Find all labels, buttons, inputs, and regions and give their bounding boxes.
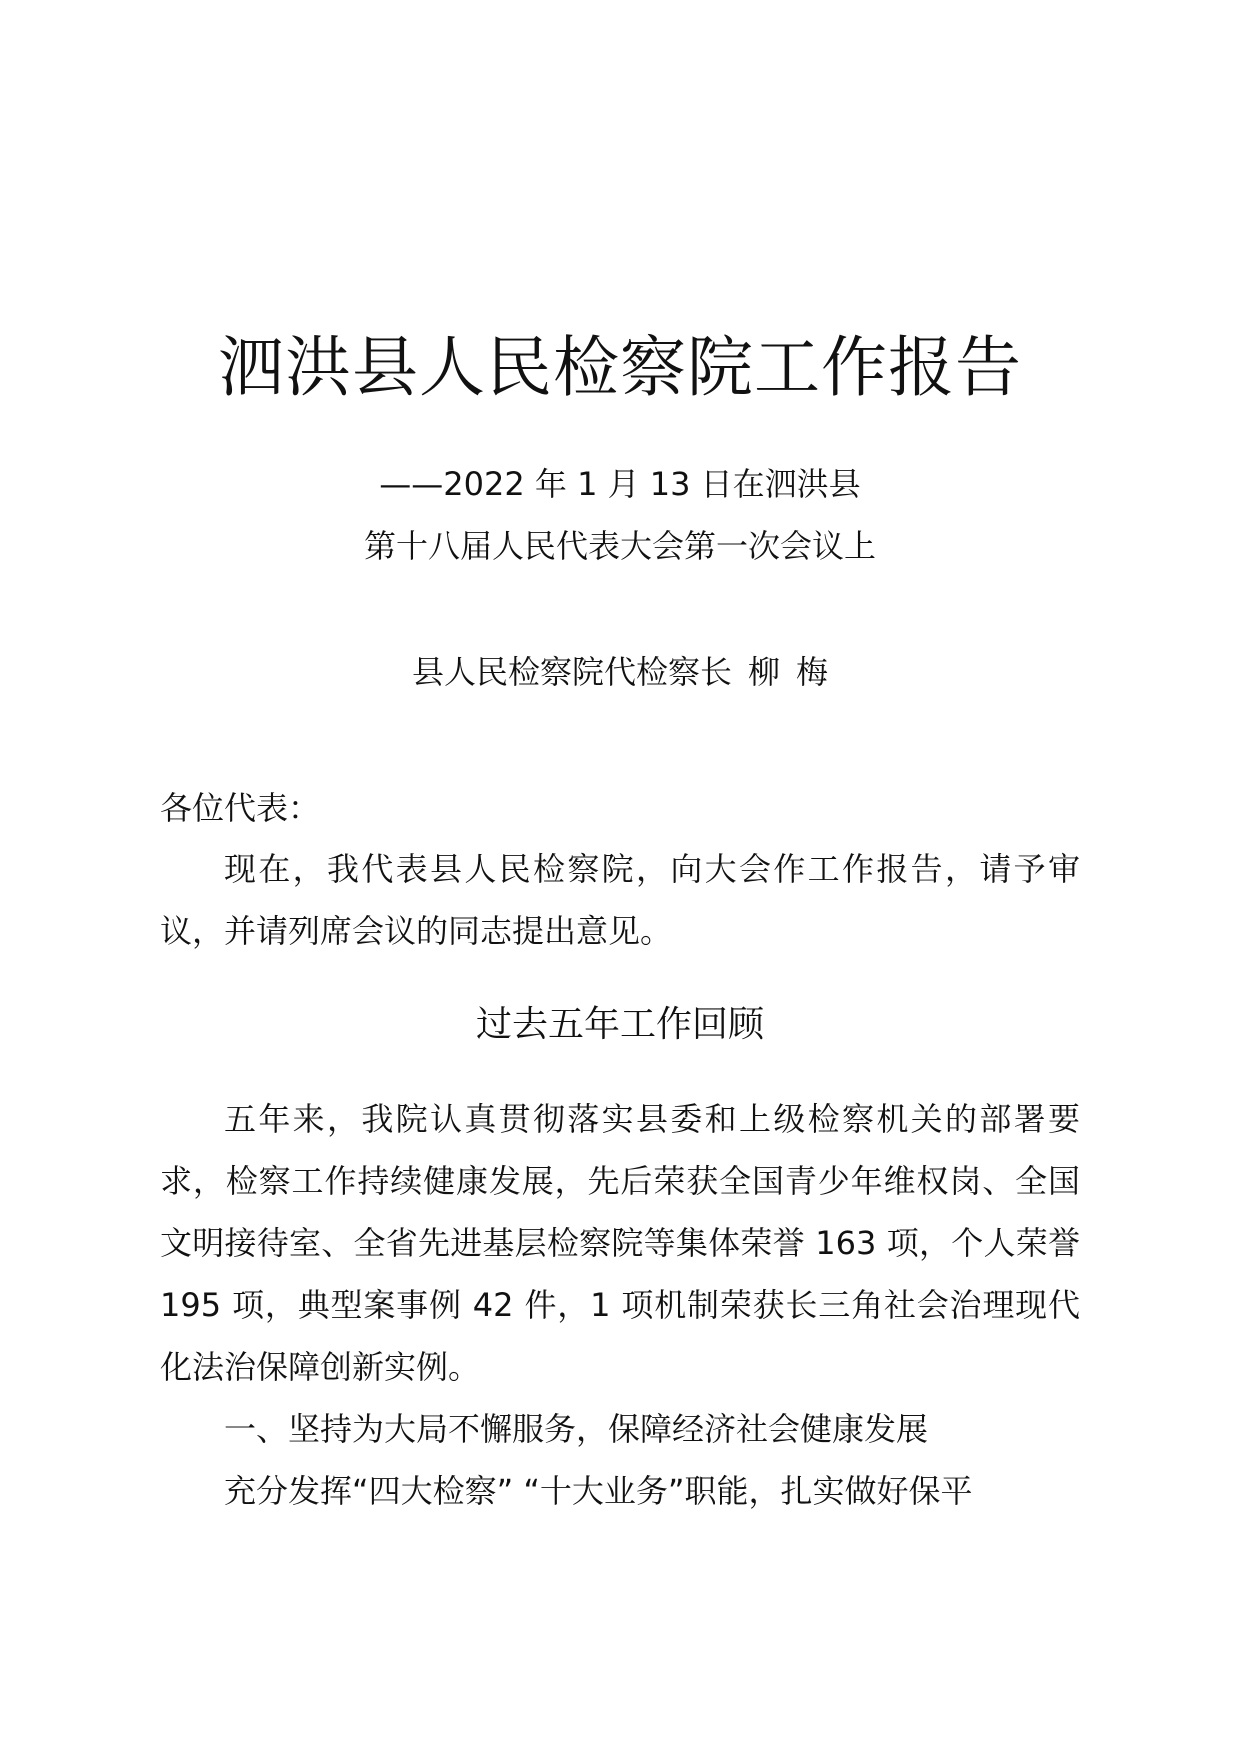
intro-paragraph: 现在，我代表县人民检察院，向大会作工作报告，请予审议，并请列席会议的同志提出意见。 (160, 850, 1080, 950)
review-paragraph: 五年来，我院认真贯彻落实县委和上级检察机关的部署要求，检察工作持续健康发展，先后荣获全国青少年维权岗、全国文明接待室、全省先进基层检察院等集体荣誉 163 项，个人荣誉 195 项，典型案事例 42 件，1 项机制荣获长三角社会治理现代化法治保障创新实例。 (160, 1100, 1080, 1386)
author-role: 县人民检察院代检察长 (411, 653, 732, 691)
author-name-second: 梅 (796, 653, 829, 691)
point-one-paragraph: 充分发挥“四大检察” “十大业务”职能，扎实做好保平 (224, 1472, 973, 1510)
point-one-heading: 一、坚持为大局不懈服务，保障经济社会健康发展 (224, 1410, 929, 1448)
subtitle-date-line: ——2022 年 1 月 13 日在泗洪县 (379, 465, 861, 503)
document-title: 泗洪县人民检察院工作报告 (218, 329, 1022, 406)
subtitle-meeting-line: 第十八届人民代表大会第一次会议上 (363, 527, 876, 565)
salutation: 各位代表： (160, 789, 321, 827)
author-line (0, 652, 1240, 692)
author-name-first: 柳 (747, 653, 780, 691)
section-heading: 过去五年工作回顾 (475, 1004, 764, 1045)
